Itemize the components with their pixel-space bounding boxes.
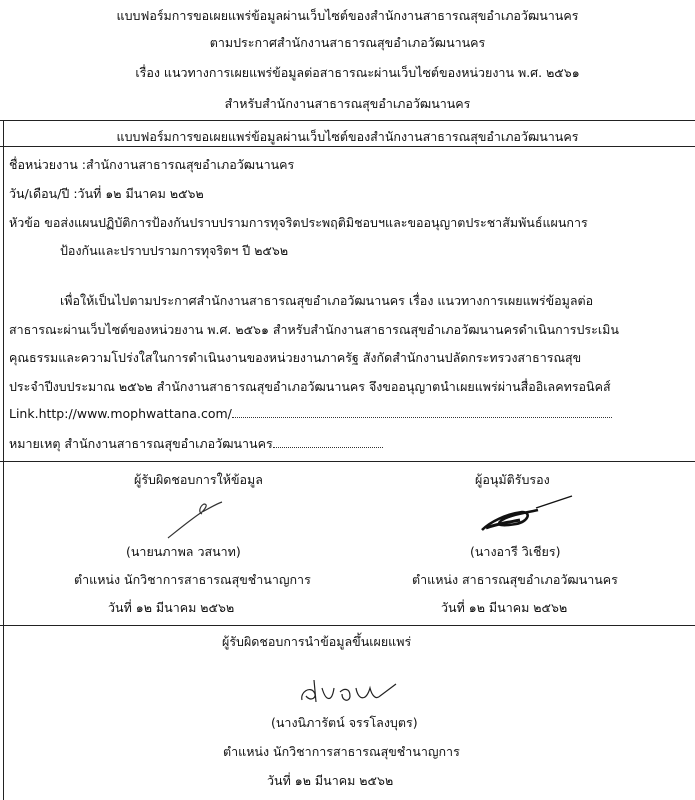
header-line-2: ตามประกาศสำนักงานสาธารณสุขอำเภอวัฒนานคร (209, 35, 486, 50)
approver-name: (นางอารี วิเชียร) (470, 544, 561, 559)
provider-name: (นายนภาพล วสนาท) (126, 544, 241, 559)
date-line: วัน/เดือน/ปี :วันที่ ๑๒ มีนาคม ๒๕๖๒ (9, 186, 204, 201)
provider-signature (160, 494, 230, 544)
body-line-4: ประจำปีงบประมาณ ๒๕๖๒ สำนักงานสาธารณสุขอำเภอวัฒนานคร จึงขออนุญาตนำเผยแพร่ผ่านสื่ออิเลคทรอนิคส์ (9, 379, 611, 394)
approver-signature (476, 494, 586, 540)
link-text[interactable]: Link.http://www.mophwattana.com/ (9, 406, 232, 421)
publisher-section-divider (0, 625, 695, 626)
link-dots (232, 407, 612, 418)
header-line-3: เรื่อง แนวทางการเผยแพร่ข้อมูลต่อสาธารณะผ่านเว็บไซต์ของหน่วยงาน พ.ศ. ๒๕๖๑ (135, 65, 580, 80)
header-line-4: สำหรับสำนักงานสาธารณสุขอำเภอวัฒนานคร (224, 96, 471, 111)
approver-heading: ผู้อนุมัติรับรอง (475, 472, 550, 487)
form-left-border (3, 120, 4, 800)
publisher-position: ตำแหน่ง นักวิชาการสาธารณสุขชำนาญการ (223, 744, 460, 759)
body-line-2: สาธารณะผ่านเว็บไซต์ของหน่วยงาน พ.ศ. ๒๕๖๑ สำหรับสำนักงานสาธารณสุขอำเภอวัฒนานครดำเนินการประเมิน (9, 322, 619, 337)
approver-position: ตำแหน่ง สาธารณสุขอำเภอวัฒนานคร (412, 572, 618, 587)
form-title: แบบฟอร์มการขอเผยแพร่ข้อมูลผ่านเว็บไซต์ของสำนักงานสาธารณสุขอำเภอวัฒนานคร (116, 129, 579, 144)
note-dots (273, 437, 383, 448)
publisher-name: (นางนิภารัตน์ จรรโลงบุตร) (271, 715, 418, 730)
approver-date: วันที่ ๑๒ มีนาคม ๒๕๖๒ (441, 600, 568, 615)
subject-line-2: ป้องกันและปราบปรามการทุจริตฯ ปี ๒๕๖๒ (60, 243, 289, 258)
provider-position: ตำแหน่ง นักวิชาการสาธารณสุขชำนาญการ (74, 572, 311, 587)
publisher-heading: ผู้รับผิดชอบการนำข้อมูลขึ้นเผยแพร่ (222, 634, 412, 649)
body-line-1: เพื่อให้เป็นไปตามประกาศสำนักงานสาธารณสุขอำเภอวัฒนานคร เรื่อง แนวทางการเผยแพร่ข้อมูลต่อ (60, 293, 594, 308)
form-top-border (0, 120, 695, 121)
signature-section-divider (0, 461, 695, 462)
link-row (9, 406, 612, 421)
provider-date: วันที่ ๑๒ มีนาคม ๒๕๖๒ (108, 600, 235, 615)
note-row (9, 434, 383, 454)
body-line-3: คุณธรรมและความโปร่งใสในการดำเนินงานของหน่วยงานภาครัฐ สังกัดสำนักงานปลัดกระทรวงสาธารณสุข (9, 350, 582, 365)
publisher-date: วันที่ ๑๒ มีนาคม ๒๕๖๒ (267, 773, 394, 788)
publisher-signature (296, 674, 406, 708)
subject-line-1: หัวข้อ ขอส่งแผนปฏิบัติการป้องกันปราบปรามการทุจริตประพฤติมิชอบฯและขออนุญาตประชาสัมพันธ์แผนการ (9, 215, 588, 230)
note-text: หมายเหตุ สำนักงานสาธารณสุขอำเภอวัฒนานคร (9, 436, 273, 451)
provider-heading: ผู้รับผิดชอบการให้ข้อมูล (134, 472, 263, 487)
agency-line: ชื่อหน่วยงาน :สำนักงานสาธารณสุขอำเภอวัฒนานคร (9, 157, 295, 172)
header-line-1: แบบฟอร์มการขอเผยแพร่ข้อมูลผ่านเว็บไซต์ของสำนักงานสาธารณสุขอำเภอวัฒนานคร (116, 8, 579, 23)
